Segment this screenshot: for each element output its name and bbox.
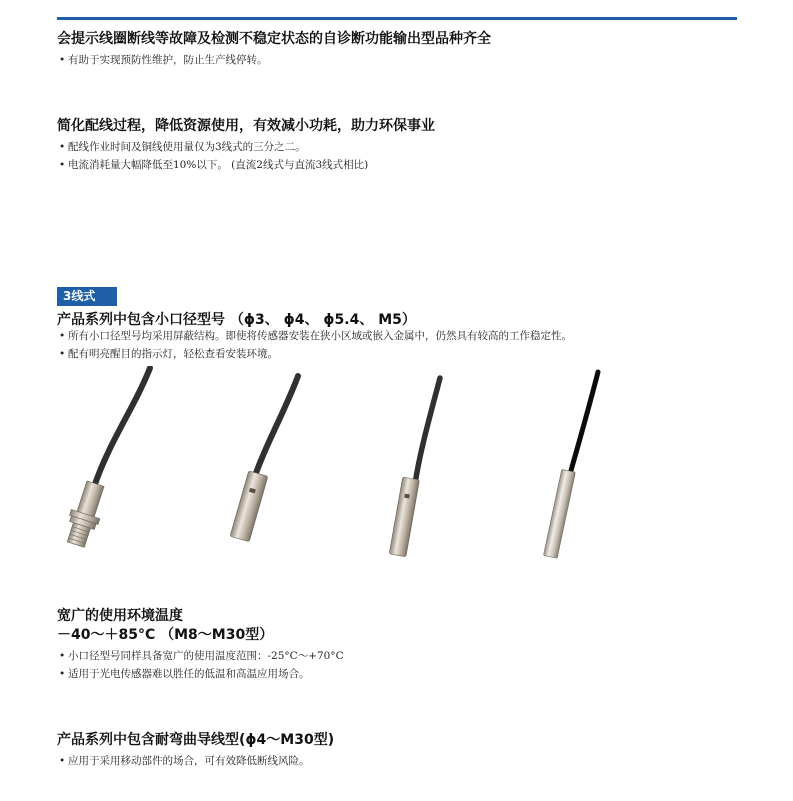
list-item: • 所有小口径型号均采用屏蔽结构。即使将传感器安装在狭小区域或嵌入金属中，仍然具有较高的工作稳定性。 — [59, 330, 572, 342]
section-heading-self-diagnosis: 会提示线圈断线等故障及检测不稳定状态的自诊断功能输出型品种齐全 — [57, 31, 491, 47]
sensor-phi3-image — [470, 366, 620, 566]
list-item: • 小口径型号同样具备宽广的使用温度范围：-25°C～+70°C — [59, 650, 344, 662]
list-item: • 有助于实现预防性维护，防止生产线停转。 — [59, 54, 268, 66]
sensor-phi4-image — [330, 366, 470, 566]
bullet-list-flex-cable — [59, 752, 310, 770]
bullet-list-self-diagnosis — [59, 51, 268, 69]
sensor-m5-image — [40, 366, 190, 566]
list-item: • 电流消耗量大幅降低至10%以下。 (直流2线式与直流3线式相比) — [59, 159, 369, 171]
list-item: • 配有明亮醒目的指示灯，轻松查看安装环境。 — [59, 348, 278, 360]
top-rule — [57, 17, 737, 20]
section-heading-flex-cable: 产品系列中包含耐弯曲导线型(ϕ4～M30型) — [57, 732, 335, 748]
section-heading-wiring: 简化配线过程，降低资源使用，有效减小功耗，助力环保事业 — [57, 118, 435, 134]
section-heading-small-diameter: 产品系列中包含小口径型号 （ϕ3、 ϕ4、 ϕ5.4、 M5） — [57, 312, 416, 328]
list-item: • 适用于光电传感器难以胜任的低温和高温应用场合。 — [59, 668, 310, 680]
bullet-list-temperature — [59, 647, 344, 683]
temperature-range-heading: －40～＋85°C （M8～M30型） — [57, 627, 274, 643]
bullet-list-wiring — [59, 138, 368, 174]
bullet-list-small-diameter — [59, 327, 572, 363]
list-item: • 配线作业时间及铜线使用量仅为3线式的三分之二。 — [59, 141, 306, 153]
sensor-phi5-4-image — [190, 366, 330, 566]
three-wire-badge: 3线式 — [57, 287, 117, 306]
sensor-product-images — [40, 366, 640, 566]
section-heading-temperature: 宽广的使用环境温度 — [57, 608, 183, 624]
list-item: • 应用于采用移动部件的场合，可有效降低断线风险。 — [59, 755, 310, 767]
